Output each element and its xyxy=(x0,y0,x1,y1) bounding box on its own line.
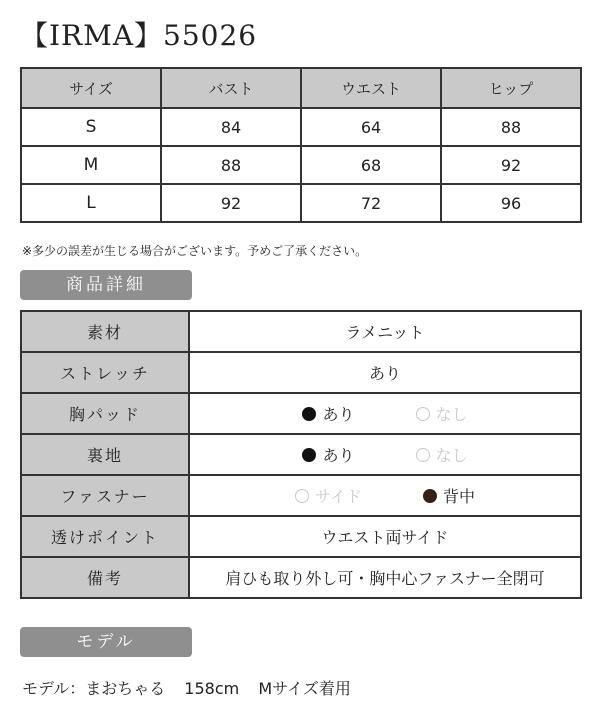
hip-value: 96 xyxy=(441,184,581,222)
option-label: 背中 xyxy=(442,487,475,506)
detail-row-fastener xyxy=(21,475,581,516)
detail-options xyxy=(189,393,581,434)
bust-value: 92 xyxy=(161,184,301,222)
waist-value: 64 xyxy=(301,108,441,146)
option-label: あり xyxy=(322,405,355,424)
option-label: あり xyxy=(322,446,355,465)
waist-value: 72 xyxy=(301,184,441,222)
header-size: サイズ xyxy=(21,68,161,108)
table-row xyxy=(21,108,581,146)
detail-label: 素材 xyxy=(21,311,189,352)
detail-row-see-through xyxy=(21,516,581,557)
header-hip: ヒップ xyxy=(441,68,581,108)
header-bust: バスト xyxy=(161,68,301,108)
hip-value: 92 xyxy=(441,146,581,184)
detail-options xyxy=(189,475,581,516)
detail-row-material xyxy=(21,311,581,352)
detail-value: ラメニット xyxy=(189,311,581,352)
size-table-header-row xyxy=(21,68,581,108)
table-row xyxy=(21,184,581,222)
option-unselected xyxy=(416,402,468,425)
bust-value: 88 xyxy=(161,146,301,184)
option-selected xyxy=(302,443,354,466)
option-selected xyxy=(423,484,475,507)
option-label: なし xyxy=(435,405,468,424)
page-title: 【IRMA】55026 xyxy=(20,19,258,52)
size-label: M xyxy=(21,146,161,184)
waist-value: 68 xyxy=(301,146,441,184)
option-selected xyxy=(302,402,354,425)
filled-circle-icon xyxy=(302,448,316,462)
detail-label: ファスナー xyxy=(21,475,189,516)
model-info xyxy=(22,676,365,699)
hip-value: 88 xyxy=(441,108,581,146)
size-label: S xyxy=(21,108,161,146)
detail-value: あり xyxy=(189,352,581,393)
table-row xyxy=(21,146,581,184)
option-unselected xyxy=(295,484,362,507)
size-table xyxy=(20,67,582,223)
size-label: L xyxy=(21,184,161,222)
details-table xyxy=(20,310,582,599)
detail-value: ウエスト両サイド xyxy=(189,516,581,557)
disclaimer-note: ※多少の誤差が生じる場合がございます。予めご了承ください。 xyxy=(22,244,368,258)
option-label: サイド xyxy=(315,487,362,506)
model-height: 158cm xyxy=(184,679,240,698)
detail-row-stretch xyxy=(21,352,581,393)
bust-value: 84 xyxy=(161,108,301,146)
detail-label: ストレッチ xyxy=(21,352,189,393)
empty-circle-icon xyxy=(416,407,430,421)
section-header-model: モデル xyxy=(20,627,192,657)
detail-row-lining xyxy=(21,434,581,475)
option-unselected xyxy=(416,443,468,466)
empty-circle-icon xyxy=(295,489,309,503)
detail-row-remarks xyxy=(21,557,581,598)
detail-label: 透けポイント xyxy=(21,516,189,557)
model-name: モデル：まおちゃる xyxy=(22,679,166,698)
detail-value: 肩ひも取り外し可・胸中心ファスナー全閉可 xyxy=(189,557,581,598)
detail-label: 裏地 xyxy=(21,434,189,475)
detail-label: 備考 xyxy=(21,557,189,598)
filled-circle-icon xyxy=(302,407,316,421)
empty-circle-icon xyxy=(416,448,430,462)
filled-circle-icon xyxy=(423,489,437,503)
section-header-details: 商品詳細 xyxy=(20,270,192,300)
header-waist: ウエスト xyxy=(301,68,441,108)
detail-row-pad xyxy=(21,393,581,434)
option-label: なし xyxy=(435,446,468,465)
detail-label: 胸パッド xyxy=(21,393,189,434)
detail-options xyxy=(189,434,581,475)
model-size: Mサイズ着用 xyxy=(258,679,351,698)
